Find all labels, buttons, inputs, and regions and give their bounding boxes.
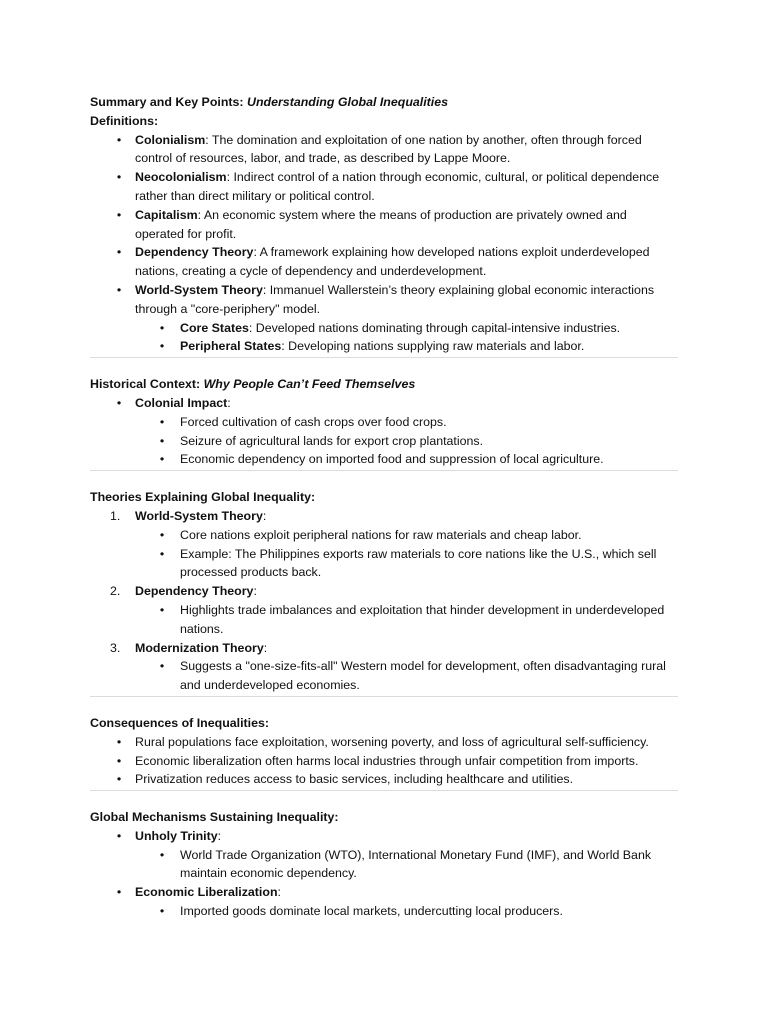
term: Unholy Trinity <box>135 828 218 843</box>
section-divider <box>90 470 678 471</box>
term-suffix: : <box>217 828 222 843</box>
section-consequences-title: Consequences of Inequalities: <box>90 715 270 730</box>
item-text: Highlights trade imbalances and exploitation that hinder development in underdeveloped nations. <box>180 602 665 636</box>
term: Colonial Impact <box>135 395 228 410</box>
term: World-System Theory <box>135 282 263 297</box>
definition-text: : The domination and exploitation of one nation by another, often through forced control of resources, labor, and trade, as described by Lappe Moore. <box>135 132 642 166</box>
sub-list-item <box>90 432 678 451</box>
list-item <box>90 168 678 206</box>
title-italic: Why People Can’t Feed Themselves <box>203 377 416 392</box>
term: Neocolonialism <box>135 170 227 185</box>
list-item <box>90 206 678 244</box>
term: Capitalism <box>135 207 198 222</box>
bullet-icon: • <box>116 170 122 185</box>
bullet-icon: • <box>116 395 122 410</box>
bullet-icon: • <box>116 885 122 900</box>
sub-list-item <box>90 450 678 469</box>
sub-list-item <box>90 545 678 583</box>
definition-text: : A framework explaining how developed nations exploit underdeveloped nations, creating a cycle of dependency and underdevelopment. <box>135 245 650 279</box>
term: Core States <box>180 320 249 335</box>
numbered-item <box>90 639 678 658</box>
term: Dependency Theory <box>135 245 254 260</box>
item-text: Forced cultivation of cash crops over food crops. <box>180 414 447 429</box>
list-item <box>90 883 678 902</box>
theories-list <box>90 507 678 695</box>
list-item <box>90 394 678 413</box>
section-theories-title: Theories Explaining Global Inequality: <box>90 490 316 505</box>
section-historical-title <box>90 375 678 394</box>
bullet-icon: • <box>116 772 122 787</box>
bullet-icon: • <box>116 282 122 297</box>
bullet-icon: • <box>159 452 165 467</box>
section-mechanisms-title: Global Mechanisms Sustaining Inequality: <box>90 810 339 825</box>
sub-list-item <box>90 657 678 695</box>
item-text: Suggests a "one-size-fits-all" Western model for development, often disadvantaging rural and underdeveloped economies. <box>180 659 666 693</box>
item-text: Seizure of agricultural lands for export crop plantations. <box>180 433 484 448</box>
bullet-icon: • <box>159 847 165 862</box>
term: Dependency Theory <box>135 584 254 599</box>
list-item <box>90 243 678 281</box>
item-number: 3. <box>110 640 121 655</box>
term-suffix: : <box>263 640 268 655</box>
term-suffix: : <box>262 508 267 523</box>
term: Modernization Theory <box>135 640 264 655</box>
term: Economic Liberalization <box>135 885 278 900</box>
bullet-icon: • <box>116 828 122 843</box>
title-prefix: Historical Context: <box>90 377 204 392</box>
section-summary-title <box>90 93 678 112</box>
term-suffix: : <box>277 885 281 900</box>
item-text: World Trade Organization (WTO), International Monetary Fund (IMF), and World Bank maintain economic dependency. <box>180 847 652 881</box>
bullet-icon: • <box>116 753 122 768</box>
item-text: Example: The Philippines exports raw materials to core nations like the U.S., which sell processed products back. <box>180 546 657 580</box>
title-italic: Understanding Global Inequalities <box>247 95 449 109</box>
consequences-list <box>90 733 678 789</box>
item-number: 1. <box>110 508 121 523</box>
list-item <box>90 281 678 319</box>
item-text: Economic dependency on imported food and suppression of local agriculture. <box>180 452 604 467</box>
term: World-System Theory <box>135 508 263 523</box>
numbered-item <box>90 582 678 601</box>
numbered-item <box>90 507 678 526</box>
list-item <box>90 752 678 771</box>
item-text: Economic liberalization often harms local industries through unfair competition from imports. <box>135 753 639 768</box>
definition-text: : Indirect control of a nation through economic, cultural, or political dependence rather than direct military or political control. <box>135 170 660 203</box>
section-divider <box>90 357 678 358</box>
section-divider <box>90 790 678 791</box>
list-item <box>90 733 678 752</box>
item-text: Core nations exploit peripheral nations for raw materials and cheap labor. <box>180 527 582 542</box>
item-text: Imported goods dominate local markets, undercutting local producers. <box>180 904 563 919</box>
sub-list-item <box>90 337 678 356</box>
term: Peripheral States <box>180 339 282 354</box>
bullet-icon: • <box>159 433 165 448</box>
bullet-icon: • <box>116 734 122 749</box>
bullet-icon: • <box>159 659 165 674</box>
sub-list-item <box>90 319 678 338</box>
item-number: 2. <box>110 584 121 599</box>
list-item <box>90 131 678 169</box>
sub-list-item <box>90 601 678 639</box>
definitions-label: Definitions: <box>90 113 159 128</box>
bullet-icon: • <box>159 546 165 561</box>
bullet-icon: • <box>159 602 165 617</box>
definitions-list <box>90 131 678 357</box>
item-text: Privatization reduces access to basic services, including healthcare and utilities. <box>135 772 574 787</box>
bullet-icon: • <box>116 132 122 147</box>
definition-text: : Developed nations dominating through capital-intensive industries. <box>248 320 621 335</box>
sub-list-item <box>90 902 678 921</box>
bullet-icon: • <box>116 207 122 222</box>
sub-list-item <box>90 413 678 432</box>
term-suffix: : <box>253 584 257 599</box>
sub-list-item <box>90 846 678 884</box>
bullet-icon: • <box>159 320 165 335</box>
historical-list <box>90 394 678 469</box>
bullet-icon: • <box>159 414 165 429</box>
mechanisms-list <box>90 827 678 921</box>
sub-list-item <box>90 526 678 545</box>
list-item <box>90 770 678 789</box>
definition-text: : An economic system where the means of production are privately owned and operated for profit. <box>135 207 627 241</box>
section-divider <box>90 696 678 697</box>
definition-text: : Developing nations supplying raw materials and labor. <box>281 339 585 354</box>
title-prefix: Summary and Key Points: <box>90 95 247 109</box>
bullet-icon: • <box>116 245 122 260</box>
definition-text: : Immanuel Wallerstein’s theory explaining global economic interactions through a "core-periphery" model. <box>135 282 655 316</box>
bullet-icon: • <box>159 904 165 919</box>
document-page <box>90 93 678 921</box>
item-text: Rural populations face exploitation, worsening poverty, and loss of agricultural self-sufficiency. <box>135 734 649 749</box>
term: Colonialism <box>135 132 206 147</box>
bullet-icon: • <box>159 527 165 542</box>
bullet-icon: • <box>159 339 165 354</box>
list-item <box>90 827 678 846</box>
term-suffix: : <box>227 395 231 410</box>
